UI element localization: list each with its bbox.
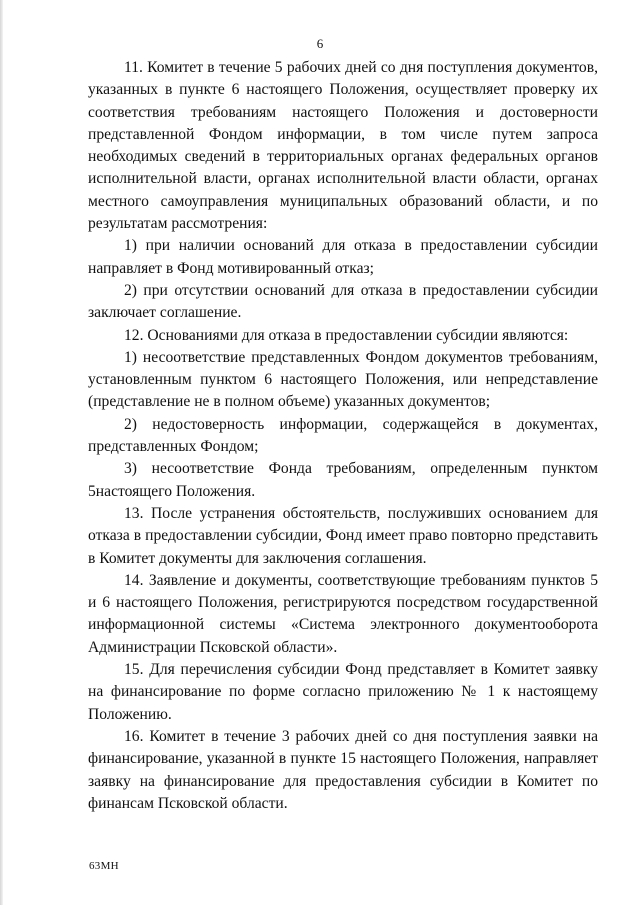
paragraph-11: 11. Комитет в течение 5 рабочих дней со дня поступления документов, указанных в пункте 6 настоящего Положения, осуществляет проверку их соответствия требованиям настоящего Положения и достоверности представленной Фондом информации, в том числе путем запроса необходимых сведений в территориальных органах федеральных органов исполнительной власти, органах исполнительной власти области, органах местного самоуправления муниципальных образований области, и по результатам рассмотрения: [88, 59, 598, 233]
paragraph-12-item-1: 1) несоответствие представленных Фондом документов требованиям, установленным пунктом 6 настоящего Положения, или непредставление (представление не в полном объеме) указанных документов; [88, 348, 598, 411]
page-number: 6 [316, 36, 324, 51]
paragraph-16: 16. Комитет в течение 3 рабочих дней со дня поступления заявки на финансирование, указанной в пункте 15 настоящего Положения, направляет заявку на финансирование для предоставления субсидии в Комитет по финансам Псковской области. [88, 727, 598, 812]
paragraph-15: 15. Для перечисления субсидии Фонд представляет в Комитет заявку на финансирование по форме согласно приложению № 1 к настоящему Положению. [88, 661, 598, 723]
paragraph-11-item-2: 2) при отсутствии оснований для отказа в предоставлении субсидии заключает соглашение. [88, 281, 598, 322]
paragraph-12: 12. Основаниями для отказа в предоставлении субсидии являются: [124, 326, 569, 344]
document-body [88, 57, 598, 815]
footer-code: 63МН [89, 860, 119, 872]
paragraph-11-item-1: 1) при наличии оснований для отказа в предоставлении субсидии направляет в Фонд мотивированный отказ; [88, 237, 598, 277]
paragraph-12-item-3: 3) несоответствие Фонда требованиям, определенным пунктом 5настоящего Положения. [88, 460, 598, 500]
scan-edge [0, 0, 3, 905]
paragraph-14: 14. Заявление и документы, соответствующие требованиям пунктов 5 и 6 настоящего Положения, регистрируются посредством государственной информационной системы «Система электронного документооборота Администрации Псковской области». [88, 571, 598, 656]
paragraph-13: 13. После устранения обстоятельств, послуживших основанием для отказа в предоставлении субсидии, Фонд имеет право повторно представить в Комитет документы для заключения соглашения. [88, 504, 598, 567]
paragraph-12-item-2: 2) недостоверность информации, содержащейся в документах, представленных Фондом; [88, 415, 598, 456]
